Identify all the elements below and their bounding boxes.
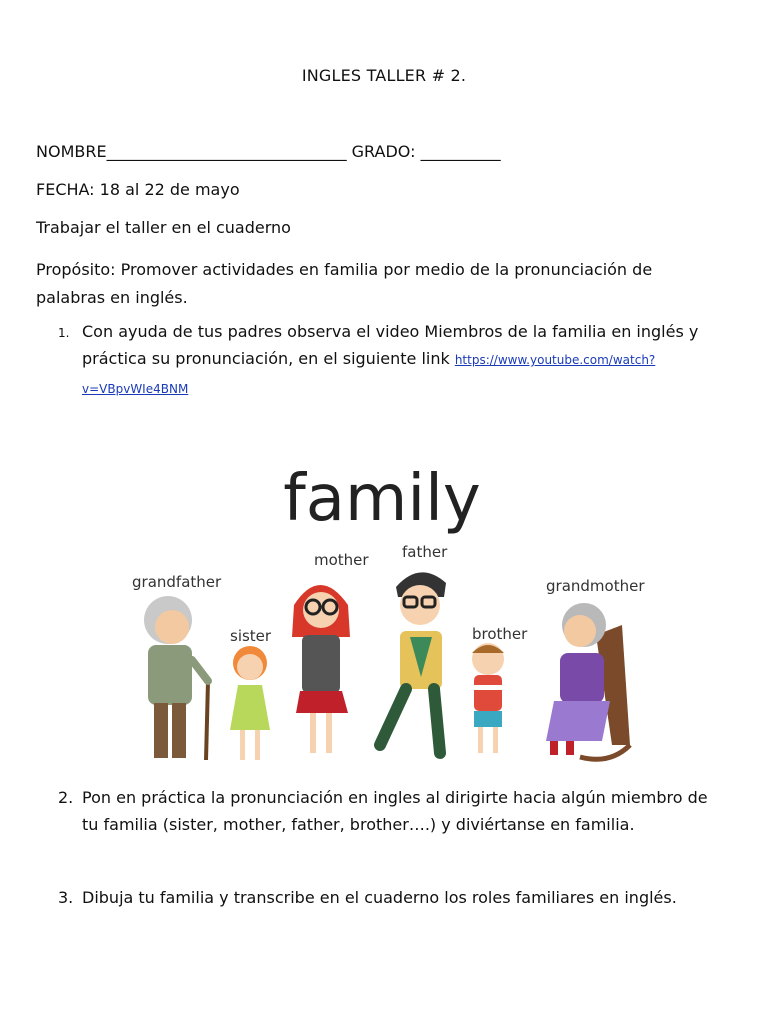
list-number: 3.	[58, 888, 74, 907]
instruction-line: Trabajar el taller en el cuaderno	[36, 218, 291, 237]
list-item-2	[58, 784, 723, 838]
sister-figure	[230, 646, 270, 760]
label-brother: brother	[472, 625, 528, 643]
list-number: 1.	[58, 326, 70, 340]
label-father: father	[402, 543, 448, 561]
list-item-1	[58, 318, 723, 403]
fecha-line: FECHA: 18 al 22 de mayo	[36, 180, 240, 199]
list-item-3	[58, 884, 723, 911]
list-item-text: Dibuja tu familia y transcribe en el cuaderno los roles familiares en inglés.	[82, 888, 677, 907]
mother-figure	[292, 585, 350, 753]
list-item-text: Pon en práctica la pronunciación en ingles al dirigirte hacia algún miembro de tu familia (sister, mother, father, brother….) y diviértanse en familia.	[82, 788, 708, 834]
brother-figure	[472, 643, 504, 753]
nombre-grado-line: NOMBRE______________________________ GRADO: __________	[36, 142, 501, 161]
label-sister: sister	[230, 627, 272, 645]
label-grandfather: grandfather	[132, 573, 222, 591]
list-item-text: Con ayuda de tus padres observa el video Miembros de la familia en inglés y práctica su pronunciación, en el siguiente link	[82, 322, 699, 368]
label-grandmother: grandmother	[546, 577, 645, 595]
family-title: family	[283, 462, 481, 536]
purpose-paragraph: Propósito: Promover actividades en familia por medio de la pronunciación de palabras en inglés.	[36, 260, 653, 307]
grandmother-figure	[546, 603, 630, 759]
father-figure	[380, 572, 446, 753]
list-number: 2.	[58, 788, 74, 807]
page-title: INGLES TALLER # 2.	[301, 66, 467, 85]
family-illustration	[110, 445, 655, 775]
label-mother: mother	[314, 551, 369, 569]
video-link[interactable]: https://www.youtube.com/watch?v=VBpvWIe4BNM	[82, 353, 656, 396]
grandfather-figure	[144, 596, 208, 760]
